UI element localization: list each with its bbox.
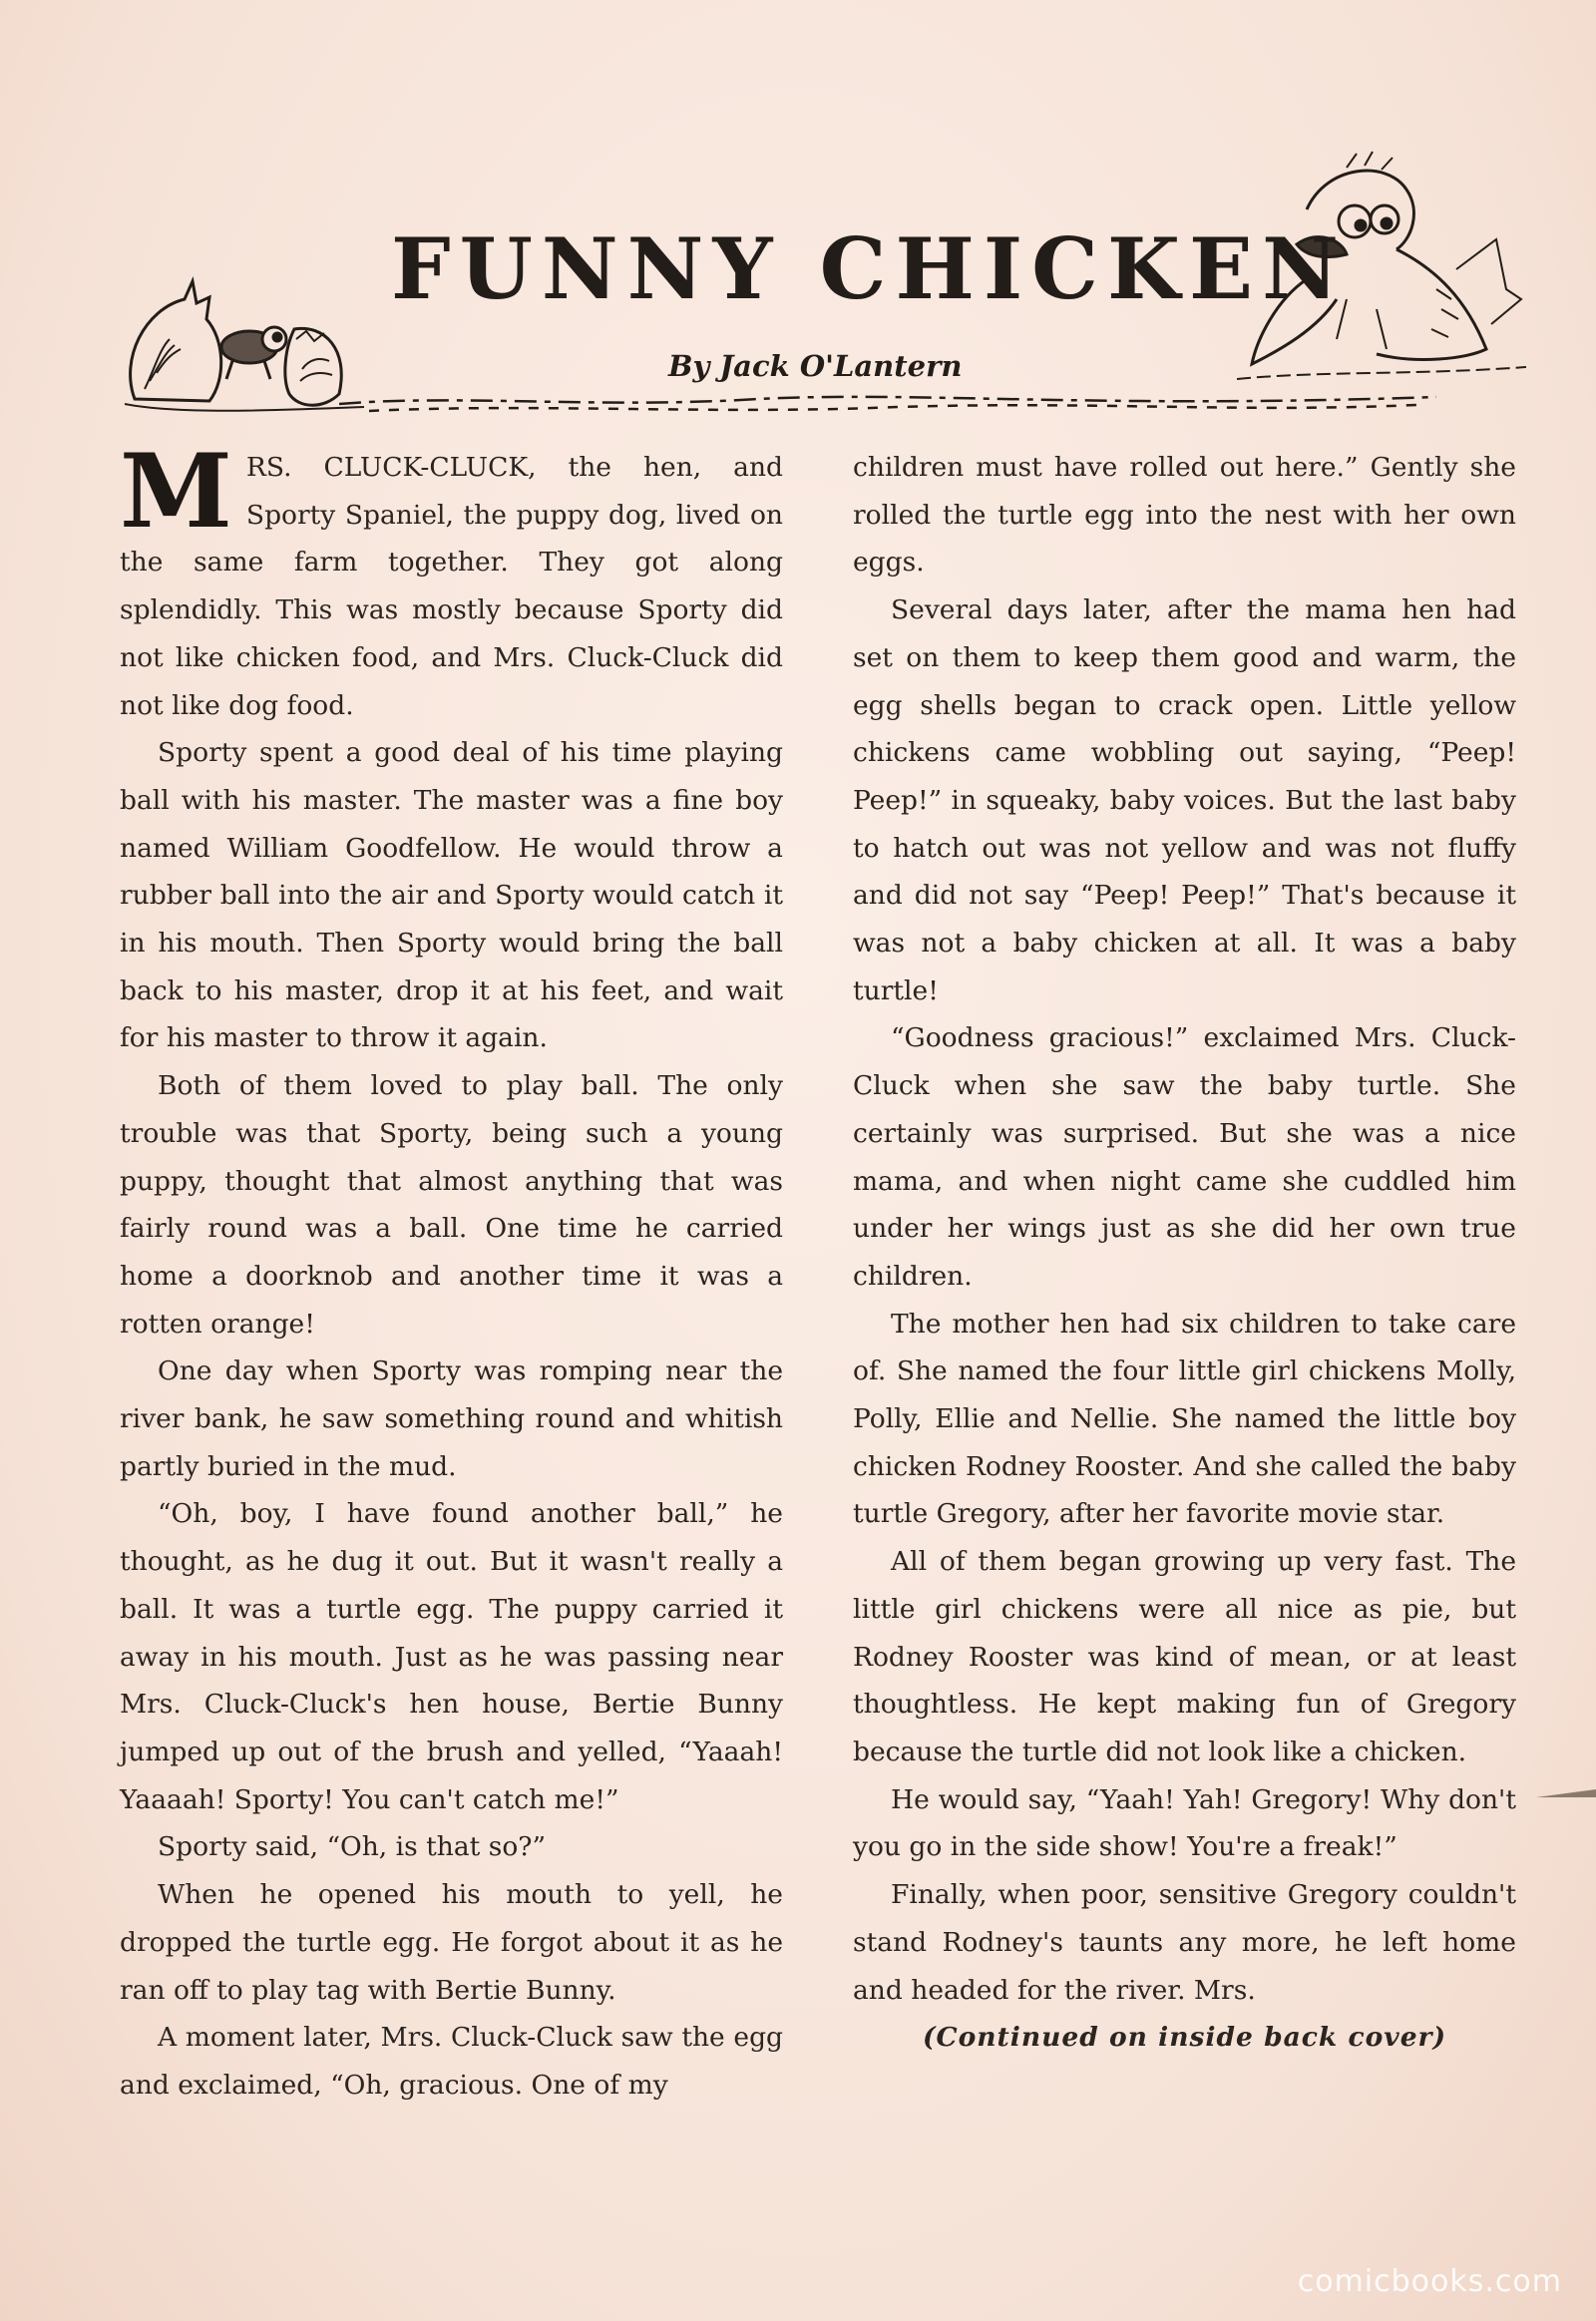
continued-note: (Continued on inside back cover)	[922, 2022, 1447, 2054]
hatching-egg-turtle-icon	[115, 269, 374, 419]
paragraph: “Oh, boy, I have found another ball,” he thought, as he dug it out. But it wasn't really a ball. It was a turtle egg. The puppy carried it away in his mouth. Just as he was passing near Mrs. Cluck-Cluck's hen house, Bertie Bunny jumped up out of the brush and yelled, “Yaaah! Yaaaah! Sporty! You can't catch me!”	[120, 1498, 783, 1815]
story-header	[140, 150, 1526, 449]
paragraph: MRS. CLUCK-CLUCK, the hen, and Sporty Spaniel, the puppy dog, lived on the same farm together. They got along splendidly. This was mostly because Sporty did not like chicken food, and Mrs. Cluck-Cluck did not like dog food.	[120, 432, 783, 721]
paragraph: One day when Sporty was romping near the river bank, he saw something round and whitish partly buried in the mud.	[120, 1355, 783, 1482]
story-title: FUNNY CHICKEN	[391, 219, 1348, 318]
paragraph: The mother hen had six children to take care of. She named the four little girl chickens Molly, Polly, Ellie and Nellie. She named the little boy chicken Rodney Rooster. And she called the baby turtle Gregory, after her favorite movie star.	[853, 1308, 1516, 1530]
right-column	[853, 444, 1516, 2062]
paragraph: Finally, when poor, sensitive Gregory couldn't stand Rodney's taunts any more, he left home and headed for the river. Mrs.	[853, 1879, 1516, 2006]
paragraph: All of them began growing up very fast. The little girl chickens were all nice as pie, but Rodney Rooster was kind of mean, or at least thoughtless. He kept making fun of Gregory because the turtle did not look like a chicken.	[853, 1546, 1516, 1767]
paragraph: “Goodness gracious!” exclaimed Mrs. Cluck-Cluck when she saw the baby turtle. She certainly was surprised. But she was a nice mama, and when night came she cuddled him under her wings just as she did her own true children.	[853, 1022, 1516, 1292]
story-byline: By Jack O'Lantern	[668, 349, 963, 383]
watermark: comicbooks.com	[1297, 2264, 1562, 2299]
ground-line-decoration	[339, 379, 1436, 419]
left-column	[120, 432, 783, 2110]
paragraph: children must have rolled out here.” Gently she rolled the turtle egg into the nest with her own eggs.	[853, 452, 1516, 579]
paragraph: He would say, “Yaah! Yah! Gregory! Why don't you go in the side show! You're a freak!”	[853, 1783, 1516, 1863]
drop-cap: M	[120, 432, 232, 552]
page-edge-mark-icon	[1536, 1785, 1596, 1805]
paragraph: Several days later, after the mama hen had set on them to keep them good and warm, the egg shells began to crack open. Little yellow chickens came wobbling out saying, “Peep! Peep!” in squeaky, baby voices. But the last baby to hatch out was not yellow and was not fluffy and did not say “Peep! Peep!” That's because it was not a baby chicken at all. It was a baby turtle!	[853, 594, 1516, 1006]
paragraph: Sporty spent a good deal of his time playing ball with his master. The master was a fine boy named William Goodfellow. He would throw a rubber ball into the air and Sporty would catch it in his mouth. Then Sporty would bring the ball back to his master, drop it at his feet, and wait for his master to throw it again.	[120, 737, 783, 1054]
paragraph: A moment later, Mrs. Cluck-Cluck saw the egg and exclaimed, “Oh, gracious. One of my	[120, 2022, 783, 2101]
paragraph: Sporty said, “Oh, is that so?”	[158, 1831, 547, 1863]
paragraph: Both of them loved to play ball. The only trouble was that Sporty, being such a young puppy, thought that almost anything that was fairly round was a ball. One time he carried home a doorknob and another time it was a rotten orange!	[120, 1070, 783, 1340]
paragraph: When he opened his mouth to yell, he dropped the turtle egg. He forgot about it as he ran off to play tag with Bertie Bunny.	[120, 1879, 783, 2006]
